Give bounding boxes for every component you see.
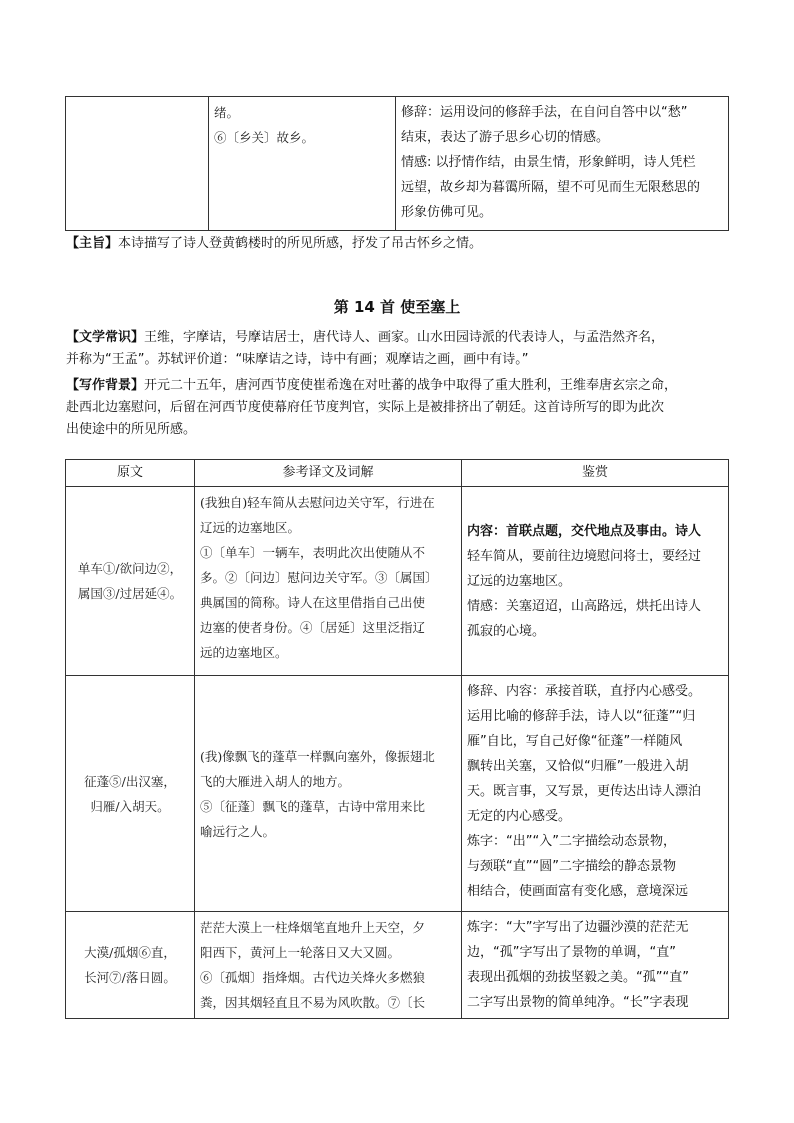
text-line: 结束，表达了游子思乡心切的情感。 <box>401 130 610 145</box>
appreciation-line: 二字写出景物的简单纯净。“长”字表现 <box>467 995 689 1010</box>
translation-line: 典属国的简称。诗人在这里借指自己出使 <box>200 595 426 610</box>
translation-line: 远的边塞地区。 <box>200 645 288 660</box>
appreciation-line: 飘转出关塞，又恰似“归雁”一般进入胡 <box>467 759 689 774</box>
text-line: 形象仿佛可见。 <box>401 205 493 220</box>
text-line: 情感: 以抒情作结，由景生情，形象鲜明，诗人凭栏 <box>401 155 696 170</box>
theme-paragraph <box>66 233 731 255</box>
original-cell <box>66 912 195 1019</box>
header-translation: 参考译文及词解 <box>195 460 462 487</box>
text-line: 修辞：运用设问的修辞手法，在自问自答中以“愁” <box>401 105 688 120</box>
appreciation-line: 情感：关塞迢迢，山高路远，烘托出诗人 <box>467 598 702 614</box>
translation-line: 喻远行之人。 <box>200 823 276 839</box>
appreciation-cell <box>462 912 729 1019</box>
theme-label: 【主旨】 <box>66 236 119 251</box>
top-table-col3 <box>396 97 729 231</box>
translation-line: ⑥〔孤烟〕指烽烟。古代边关烽火多燃狼 <box>200 970 426 985</box>
original-line: 大漠/孤烟⑥直， <box>84 945 176 960</box>
original-line: 单车①/欲问边②， <box>77 561 183 576</box>
appreciation-cell <box>462 676 729 912</box>
translation-line: 阳西下，黄河上一轮落日又大又圆。 <box>200 945 401 960</box>
header-appreciation: 鉴赏 <box>462 460 729 487</box>
appreciation-line: 孤寂的心境。 <box>467 623 546 639</box>
table-row <box>66 912 729 1019</box>
translation-line: 边塞的使者身份。④〔居延〕这里泛指辽 <box>200 620 426 635</box>
translation-line: 飞的大雁进入胡人的地方。 <box>200 773 351 789</box>
original-cell <box>66 676 195 912</box>
text-line: 绪。 <box>214 105 240 120</box>
original-line: 属国③/过居延④。 <box>77 586 183 601</box>
theme-text: 本诗描写了诗人登黄鹤楼时的所见所感，抒发了吊古怀乡之情。 <box>118 236 483 251</box>
appreciation-line: 天。既言事，又写景，更传达出诗人漂泊 <box>467 784 702 799</box>
appreciation-line: 辽远的边塞地区。 <box>467 573 572 589</box>
translation-line: ⑤〔征蓬〕飘飞的蓬草，古诗中常用来比 <box>200 798 426 814</box>
appreciation-line: 运用比喻的修辞手法，诗人以“征蓬”“归 <box>467 709 696 724</box>
translation-line: (我独自)轻车简从去慰问边关守军，行进在 <box>200 495 435 510</box>
top-table <box>65 96 729 231</box>
appreciation-line: 炼字：“大”字写出了边疆沙漠的茫茫无 <box>467 920 689 935</box>
poem-title: 第 14 首 使至塞上 <box>333 298 461 316</box>
top-table-col1 <box>66 97 209 231</box>
translation-line: 辽远的边塞地区。 <box>200 520 301 535</box>
appreciation-line: 炼字：“出”“入”二字描绘动态景物， <box>467 834 676 849</box>
appreciation-line: 修辞、内容：承接首联，直抒内心感受。 <box>467 684 702 699</box>
top-table-col2 <box>209 97 396 231</box>
background-line: 出使途中的所见所感。 <box>66 422 197 437</box>
literary-line: 并称为“王孟”。苏轼评价道：“味摩诘之诗，诗中有画；观摩诘之画，画中有诗。” <box>66 352 529 367</box>
translation-line: 粪，因其烟轻直且不易为风吹散。⑦〔长 <box>200 995 426 1010</box>
header-original: 原文 <box>66 460 195 487</box>
background-line: 开元二十五年，唐河西节度使崔希逸在对吐蕃的战争中取得了重大胜利，王维奉唐玄宗之命， <box>144 378 678 393</box>
appreciation-line: 轻车简从，要前往边境慰问将士，要经过 <box>467 548 702 564</box>
background-paragraph <box>66 375 731 441</box>
appreciation-line: 相结合，使画面富有变化感，意境深远 <box>467 884 689 899</box>
original-line: 长河⑦/落日圆。 <box>84 970 176 985</box>
translation-line: ①〔单车〕一辆车，表明此次出使随从不 <box>200 545 426 560</box>
appreciation-line: 雁”自比，写自己好像“征蓬”一样随风 <box>467 734 683 749</box>
appreciation-line: 内容：首联点题，交代地点及事由。诗人 <box>467 523 702 539</box>
translation-line: 多。②〔问边〕慰问边关守军。③〔属国〕 <box>200 570 438 585</box>
translation-line: (我)像飘飞的蓬草一样飘向塞外，像振翅北 <box>200 748 435 764</box>
appreciation-line: 无定的内心感受。 <box>467 809 572 824</box>
table-row <box>66 676 729 912</box>
background-label: 【写作背景】 <box>66 378 145 393</box>
text-line: ⑥〔乡关〕故乡。 <box>214 130 315 145</box>
translation-line: 茫茫大漠上一柱烽烟笔直地升上天空，夕 <box>200 920 426 935</box>
appreciation-line: 表现出孤烟的劲拔坚毅之美。“孤”“直” <box>467 970 689 985</box>
text-line: 远望，故乡却为暮霭所隔，望不可见而生无限愁思的 <box>401 180 701 195</box>
literary-paragraph <box>66 327 731 371</box>
original-line: 归雁/入胡天。 <box>90 798 170 814</box>
literary-label: 【文学常识】 <box>66 330 145 345</box>
appreciation-cell <box>462 487 729 676</box>
appreciation-line: 边，“孤”字写出了景物的单调，“直” <box>467 945 676 960</box>
translation-cell <box>195 487 462 676</box>
translation-cell <box>195 676 462 912</box>
appreciation-line: 与颈联“直”“圆”二字描绘的静态景物 <box>467 859 676 874</box>
translation-cell <box>195 912 462 1019</box>
original-line: 征蓬⑤/出汉塞， <box>84 773 176 789</box>
main-table <box>65 459 729 1019</box>
original-cell <box>66 487 195 676</box>
table-row <box>66 487 729 676</box>
literary-line: 王维，字摩诘，号摩诘居士，唐代诗人、画家。山水田园诗派的代表诗人，与孟浩然齐名， <box>144 330 665 345</box>
background-line: 赴西北边塞慰问，后留在河西节度使幕府任节度判官，实际上是被排挤出了朝廷。这首诗所写的即为此次 <box>66 400 665 415</box>
